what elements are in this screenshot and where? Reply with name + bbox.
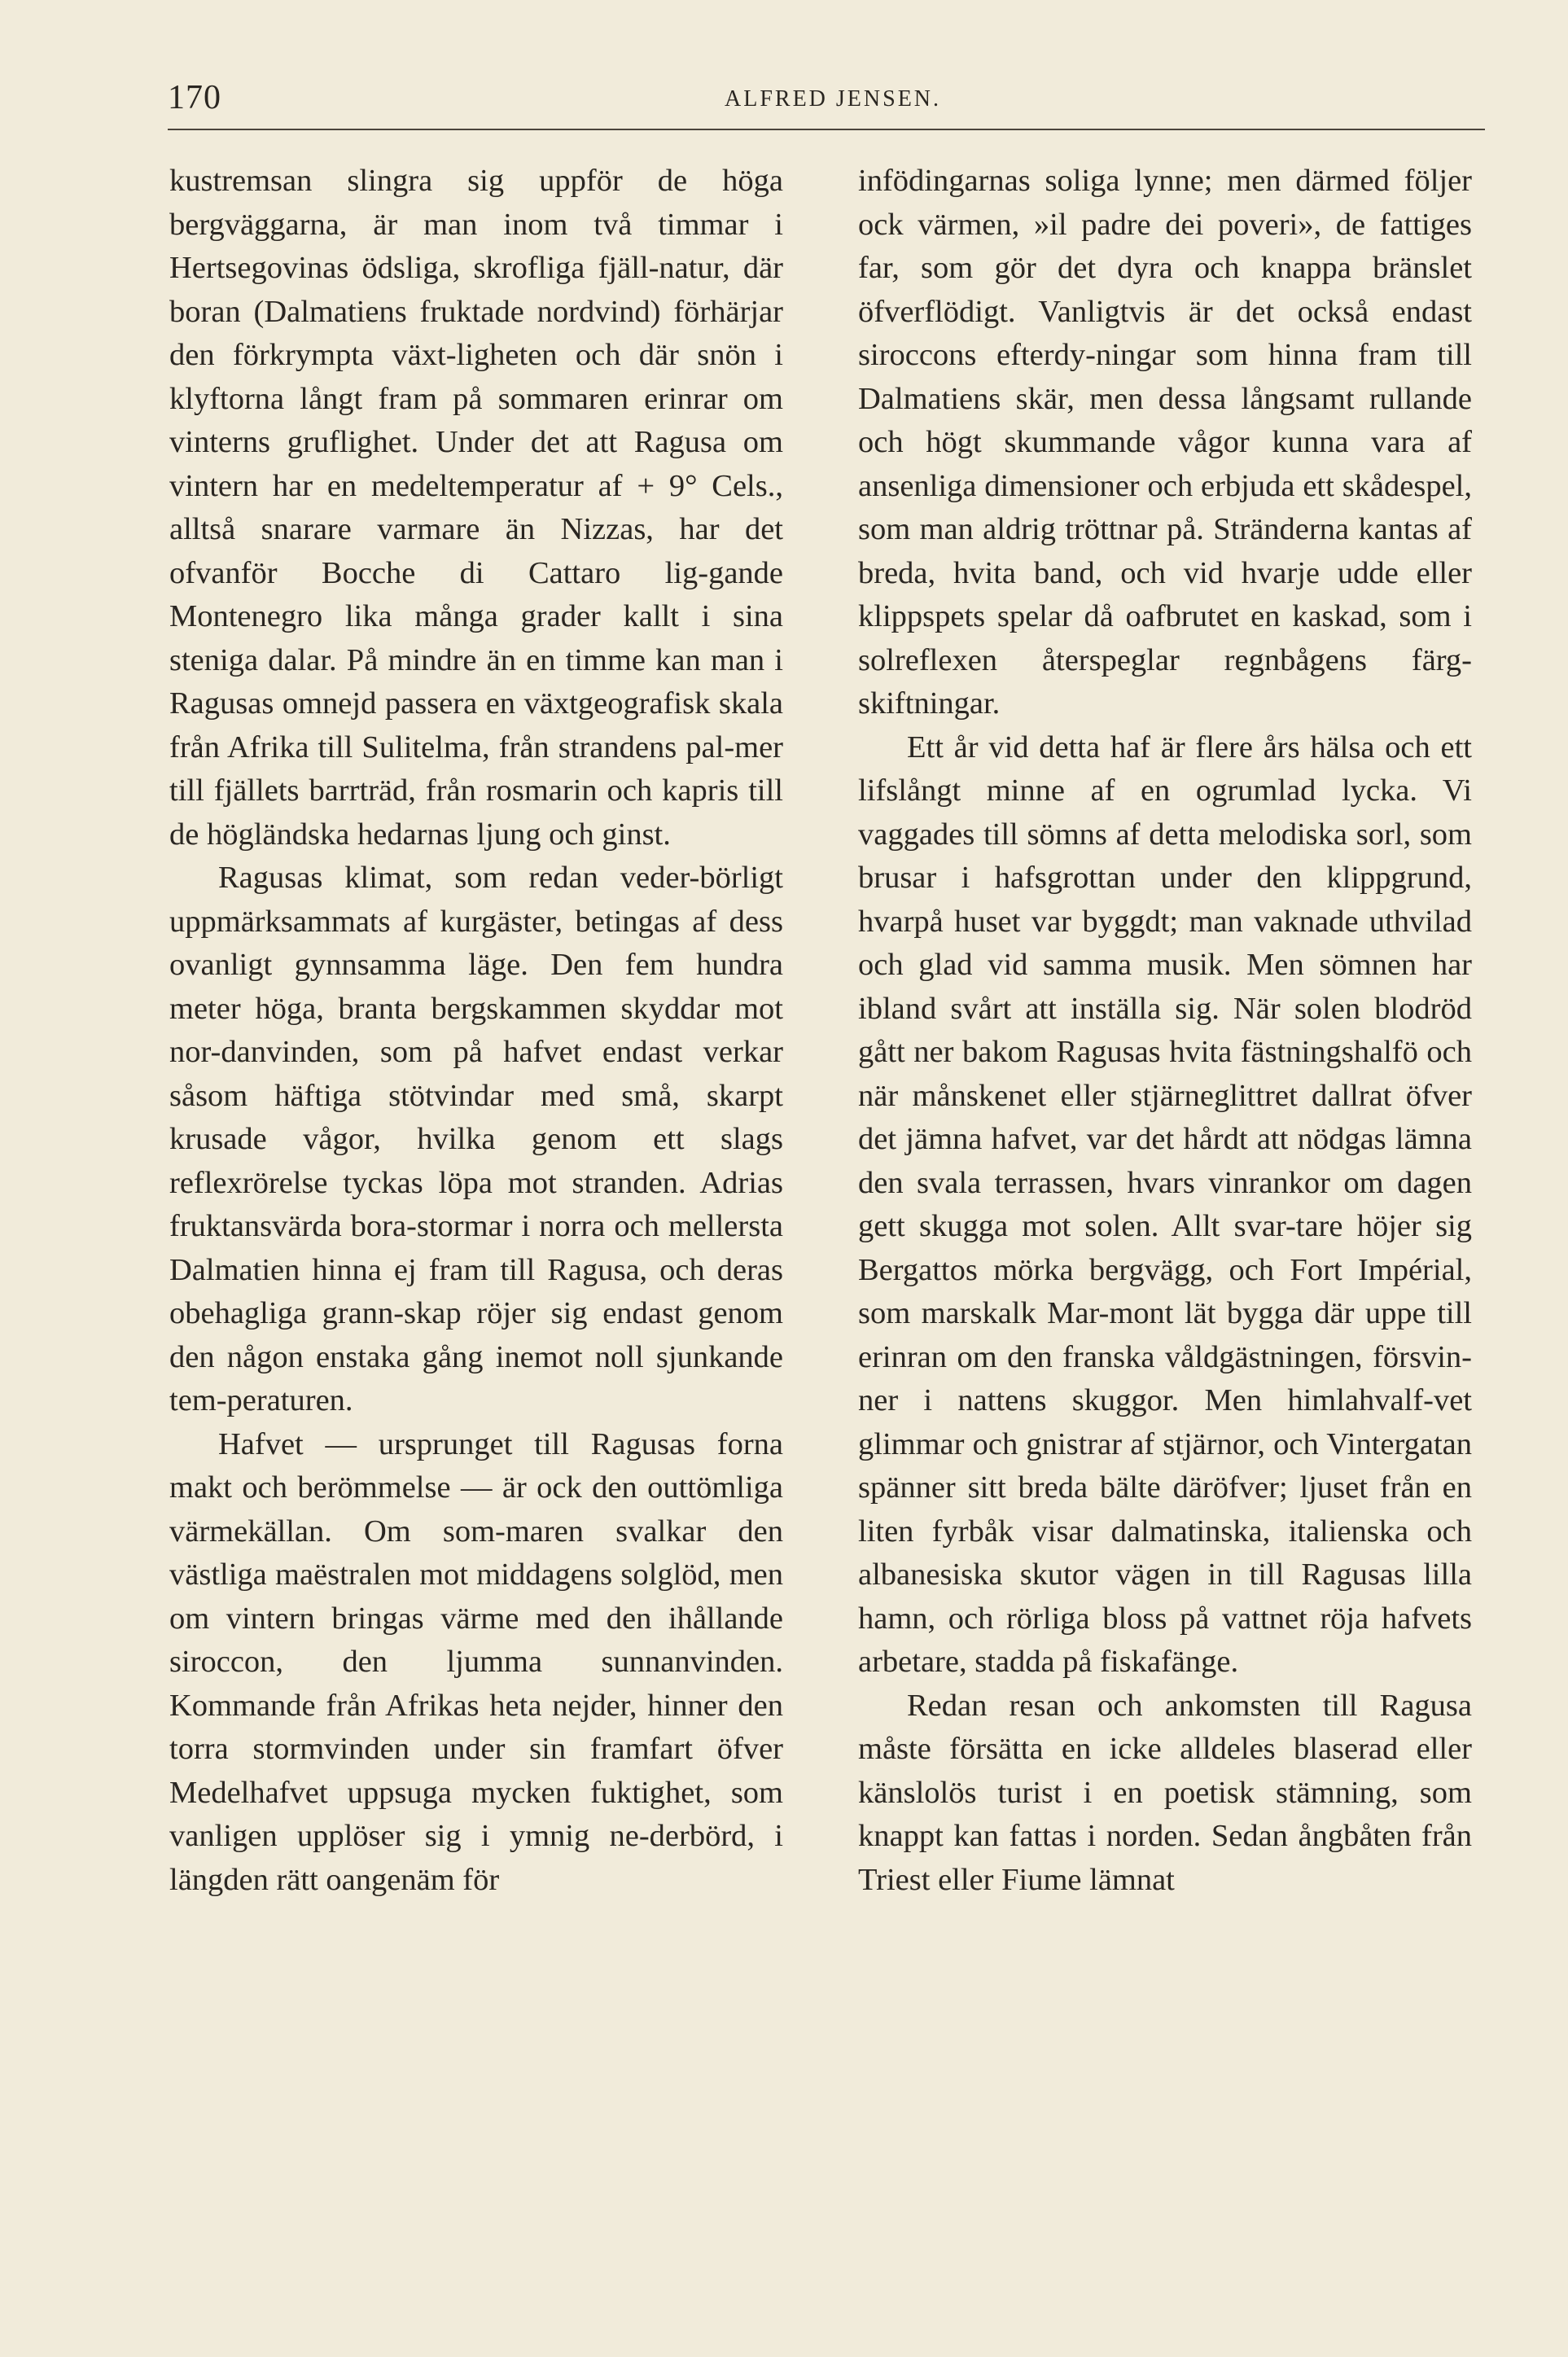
paragraph: infödingarnas soliga lynne; men därmed följer ock värmen, »il padre dei poveri», de fattiges far, som gör det dyra och knappa bränslet öfverflödigt. Vanligtvis är det också endast siroccons efterdy-ningar som hinna fram till Dalmatiens skär, men dessa långsamt rullande och högt skummande vågor kunna vara af ansenliga dimensioner och erbjuda ett skådespel, som man aldrig tröttnar på. Stränderna kantas af breda, hvita band, och vid hvarje udde eller klippspets spelar då oafbrutet en kaskad, som i solreflexen återspeglar regnbågens färg-skiftningar. bbox=[858, 164, 1472, 721]
paragraph: kustremsan slingra sig uppför de höga bergväggarna, är man inom två timmar i Hertsegovinas ödsliga, skrofliga fjäll-natur, där boran (Dalmatiens fruktade nordvind) förhärjar den förkrympta växt-ligheten och där snön i klyftorna långt fram på sommaren erinrar om vinterns gruflighet. Under det att Ragusa om vintern har en medeltemperatur af + 9° Cels., alltså snarare varmare än Nizzas, har det ofvanför Bocche di Cattaro lig-gande Montenegro lika många grader kallt i sina steniga dalar. På mindre än en timme kan man i Ragusas omnejd passera en växtgeografisk skala från Afrika till Sulitelma, från strandens pal-mer till fjällets barrträd, från rosmarin och kapris till de högländska hedarnas ljung och ginst. bbox=[169, 164, 783, 852]
paragraph: Ett år vid detta haf är flere års hälsa och ett lifslångt minne af en ogrumlad lycka. Vi vaggades till sömns af detta melodiska sorl, som brusar i hafsgrottan under den klippgrund, hvarpå huset var byggdt; man vaknade uthvilad och glad vid samma musik. Men sömnen har ibland svårt att inställa sig. När solen blodröd gått ner bakom Ragusas hvita fästningshalfö och när månskenet eller stjärneglittret dallrat öfver det jämna hafvet, var det hårdt att nödgas lämna den svala terrassen, hvars vinrankor om dagen gett skugga mot solen. Allt svar-tare höjer sig Bergattos mörka bergvägg, och Fort Impérial, som marskalk Mar-mont lät bygga där uppe till erinran om den franska våldgästningen, försvin-ner i nattens skuggor. Men himlahvalf-vet glimmar och gnistrar af stjärnor, och Vintergatan spänner sitt breda bälte däröfver; ljuset från en liten fyrbåk visar dalmatinska, italienska och albanesiska skutor vägen in till Ragusas lilla hamn, och rörliga bloss på vattnet röja hafvets arbetare, stadda på fiskafänge. bbox=[858, 729, 1472, 1679]
left-column bbox=[169, 160, 783, 1902]
header-rule bbox=[168, 129, 1485, 130]
page-header bbox=[168, 78, 1485, 127]
running-head: ALFRED JENSEN. bbox=[725, 86, 942, 112]
right-column bbox=[858, 160, 1472, 1902]
paragraph: Hafvet — ursprunget till Ragusas forna makt och berömmelse — är ock den outtömliga värmekällan. Om som-maren svalkar den västliga maëstralen mot middagens solglöd, men om vintern bringas värme med den ihållande siroccon, den ljumma sunnanvinden. Kommande från Afrikas heta nejder, hinner den torra stormvinden under sin framfart öfver Medelhafvet uppsuga mycken fuktighet, som vanligen upplöser sig i ymnig ne-derbörd, i längden rätt oangenäm för bbox=[169, 1426, 783, 1897]
page-number: 170 bbox=[168, 79, 221, 116]
paragraph: Redan resan och ankomsten till Ragusa måste försätta en icke alldeles blaserad eller känslolös turist i en poetisk stämning, som knappt kan fattas i norden. Sedan ångbåten från Triest eller Fiume lämnat bbox=[858, 1688, 1472, 1897]
paragraph: Ragusas klimat, som redan veder-börligt uppmärksammats af kurgäster, betingas af dess ovanligt gynnsamma läge. Den fem hundra meter höga, branta bergskammen skyddar mot nor-danvinden, som på hafvet endast verkar såsom häftiga stötvindar med små, skarpt krusade vågor, hvilka genom ett slags reflexrörelse tyckas löpa mot stranden. Adrias fruktansvärda bora-stormar i norra och mellersta Dalmatien hinna ej fram till Ragusa, och deras obehagliga grann-skap röjer sig endast genom den någon enstaka gång inemot noll sjunkande tem-peraturen. bbox=[169, 861, 783, 1417]
